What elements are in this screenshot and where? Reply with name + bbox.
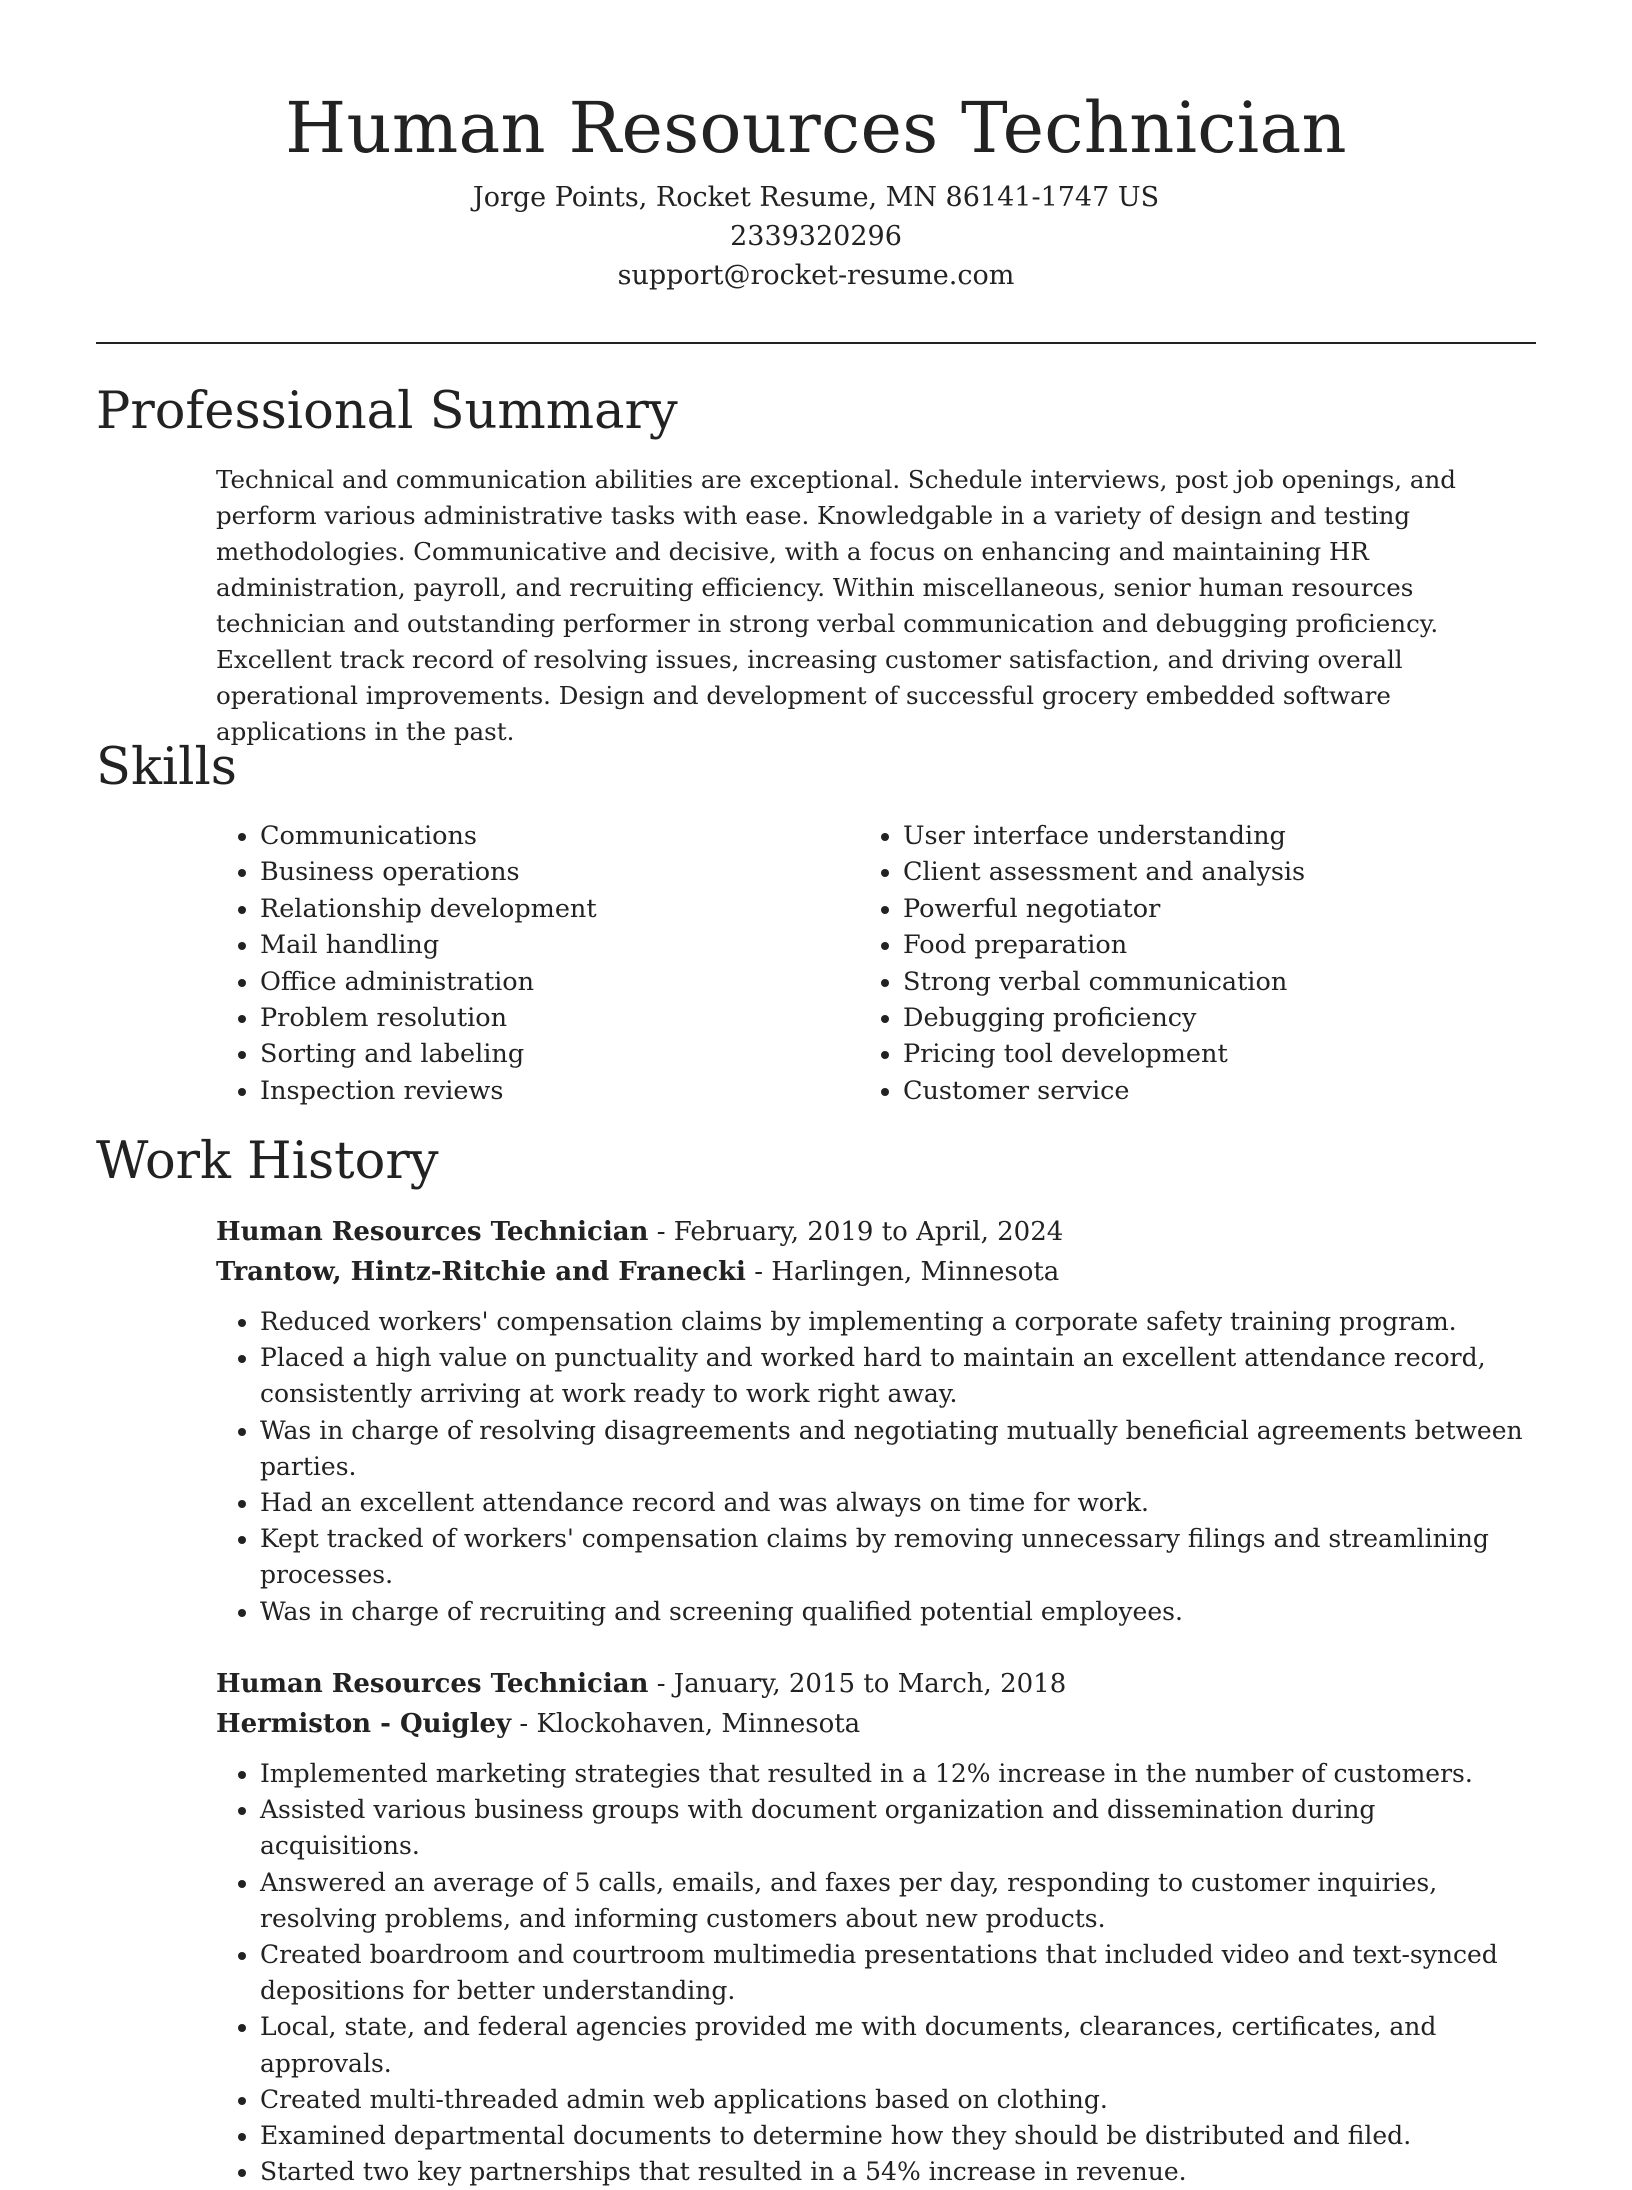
job-bullet: • Started two key partnerships that resulted in a 54% increase in revenue.	[260, 2154, 1536, 2190]
job-company: Trantow, Hintz-Ritchie and Franecki	[216, 1257, 746, 1287]
job-bullet: • Was in charge of resolving disagreements and negotiating mutually beneficial agreements between parties.	[260, 1413, 1536, 1485]
job-company-line	[216, 1704, 1536, 1744]
job-title: Human Resources Technician	[216, 1217, 649, 1247]
skills-heading: Skills	[96, 738, 237, 797]
job-company-line	[216, 1252, 1536, 1292]
skill-item: • Food preparation	[903, 927, 1503, 963]
job-title-line	[216, 1664, 1536, 1704]
skill-item: • Office administration	[260, 964, 860, 1000]
job-entry	[216, 1664, 1536, 2190]
separator: -	[648, 1217, 674, 1247]
job-dates: February, 2019 to April, 2024	[673, 1217, 1064, 1247]
job-bullet: • Created multi-threaded admin web applications based on clothing.	[260, 2082, 1536, 2118]
summary-text: Technical and communication abilities are exceptional. Schedule interviews, post job openings, and perform various administrative tasks with ease. Knowledgable in a variety of design and testing methodologies. Communicative and decisive, with a focus on enhancing and maintaining HR administration, payroll, and recruiting efficiency. Within miscellaneous, senior human resources technician and outstanding performer in strong verbal communication and debugging proficiency. Excellent track record of resolving issues, increasing customer satisfaction, and driving overall operational improvements. Design and development of successful grocery embedded software applications in the past.	[216, 465, 1456, 746]
skill-item: • Inspection reviews	[260, 1073, 860, 1109]
job-bullet: • Created boardroom and courtroom multimedia presentations that included video and text-synced depositions for better understanding.	[260, 1937, 1536, 2009]
contact-address: Jorge Points, Rocket Resume, MN 86141-1747 US	[472, 182, 1160, 213]
skills-list-right	[859, 818, 1503, 1109]
job-bullet: • Reduced workers' compensation claims by implementing a corporate safety training program.	[260, 1304, 1536, 1340]
candidate-name: Human Resources Technician	[285, 87, 1347, 169]
job-title: Human Resources Technician	[216, 1669, 649, 1699]
job-bullet: • Was in charge of recruiting and screening qualified potential employees.	[260, 1594, 1536, 1630]
skill-item: • Powerful negotiator	[903, 891, 1503, 927]
skill-item: • Problem resolution	[260, 1000, 860, 1036]
contact-email: support@rocket-resume.com	[617, 260, 1015, 291]
job-dates: January, 2015 to March, 2018	[673, 1669, 1067, 1699]
skill-item: • Mail handling	[260, 927, 860, 963]
job-bullets	[216, 1304, 1536, 1630]
job-bullet: • Had an excellent attendance record and was always on time for work.	[260, 1485, 1536, 1521]
job-bullets	[216, 1756, 1536, 2190]
skill-item: • Client assessment and analysis	[903, 854, 1503, 890]
job-location: Klockohaven, Minnesota	[536, 1709, 861, 1739]
job-bullet: • Examined departmental documents to determine how they should be distributed and filed.	[260, 2118, 1536, 2154]
job-bullet: • Answered an average of 5 calls, emails, and faxes per day, responding to customer inquiries, resolving problems, and informing customers about new products.	[260, 1865, 1536, 1937]
skill-item: • Sorting and labeling	[260, 1036, 860, 1072]
resume-header	[0, 80, 1632, 295]
contact-phone: 2339320296	[730, 221, 902, 252]
skill-item: • Strong verbal communication	[903, 964, 1503, 1000]
job-bullet: • Placed a high value on punctuality and worked hard to maintain an excellent attendance record, consistently arriving at work ready to work right away.	[260, 1340, 1536, 1412]
separator: -	[511, 1709, 537, 1739]
job-entry	[216, 1212, 1536, 1630]
summary-heading: Professional Summary	[96, 382, 678, 441]
skill-item: • Relationship development	[260, 891, 860, 927]
job-bullet: • Assisted various business groups with document organization and dissemination during acquisitions.	[260, 1792, 1536, 1864]
work-history-heading: Work History	[96, 1132, 439, 1191]
job-company: Hermiston - Quigley	[216, 1709, 512, 1739]
skill-item: • Communications	[260, 818, 860, 854]
skill-item: • User interface understanding	[903, 818, 1503, 854]
separator: -	[648, 1669, 674, 1699]
skills-list-left	[216, 818, 860, 1109]
header-divider	[96, 342, 1536, 344]
skill-item: • Pricing tool development	[903, 1036, 1503, 1072]
contact-block	[0, 178, 1632, 295]
job-title-line	[216, 1212, 1536, 1252]
skill-item: • Debugging proficiency	[903, 1000, 1503, 1036]
job-bullet: • Implemented marketing strategies that resulted in a 12% increase in the number of customers.	[260, 1756, 1536, 1792]
skill-item: • Customer service	[903, 1073, 1503, 1109]
separator: -	[745, 1257, 772, 1287]
job-bullet: • Kept tracked of workers' compensation claims by removing unnecessary filings and streamlining processes.	[260, 1521, 1536, 1593]
job-bullet: • Local, state, and federal agencies provided me with documents, clearances, certificates, and approvals.	[260, 2009, 1536, 2081]
skill-item: • Business operations	[260, 854, 860, 890]
job-location: Harlingen, Minnesota	[771, 1257, 1060, 1287]
